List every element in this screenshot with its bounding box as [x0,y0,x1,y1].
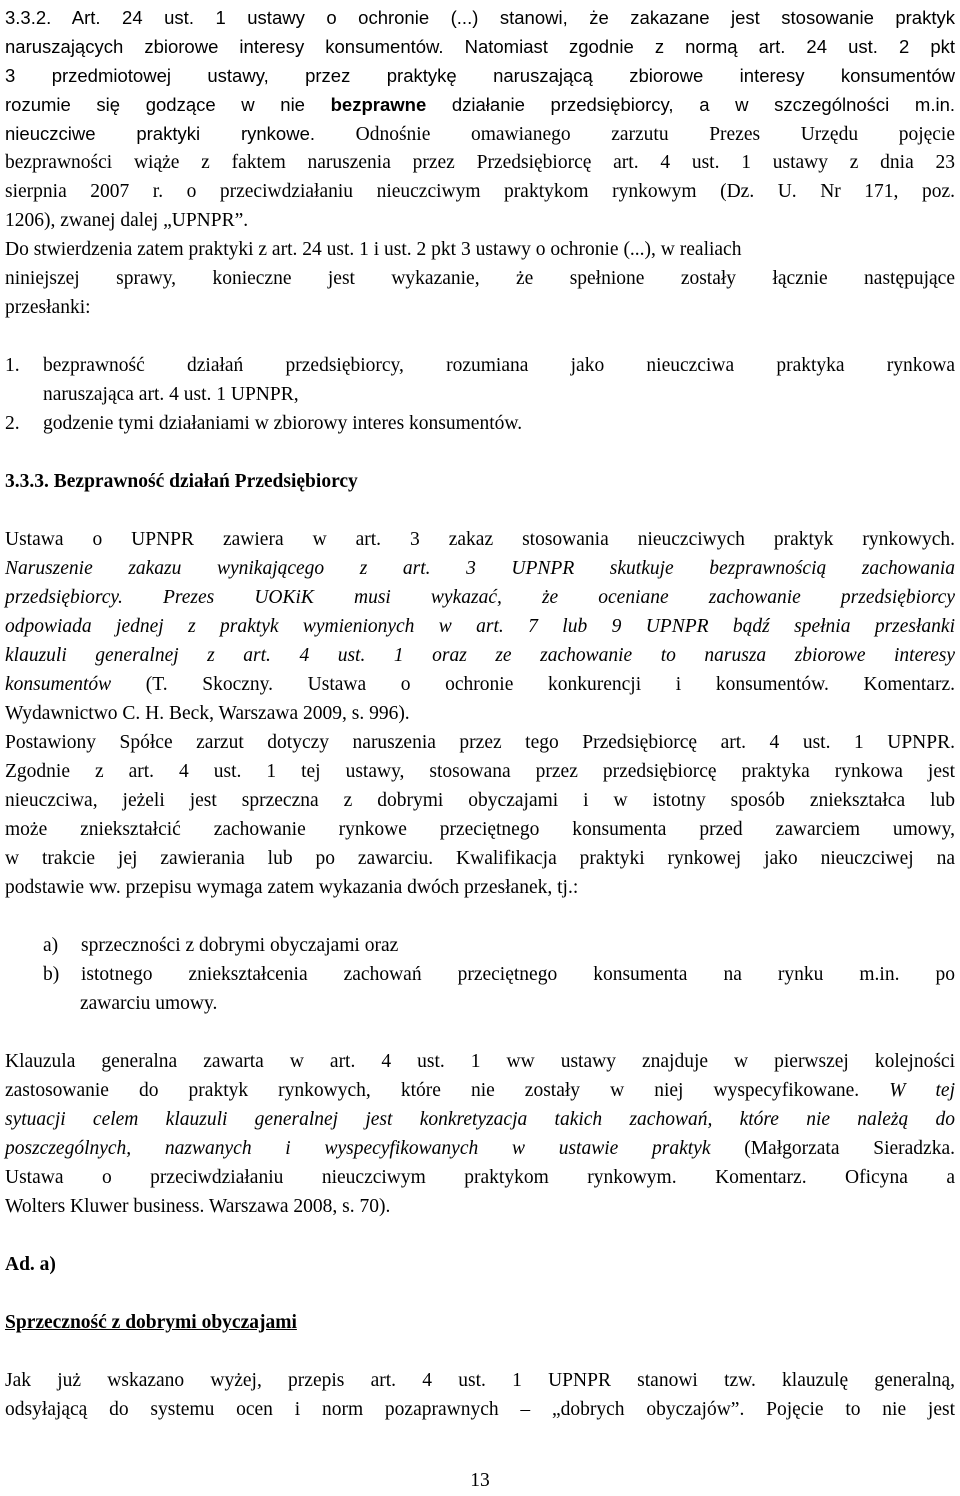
paragraph-3-3-2 [5,0,955,232]
text-line: bezprawności wiąże z faktem naruszenia przez Przedsiębiorcę art. 4 ust. 1 ustawy z dnia 23 [5,152,955,173]
paragraph-art4 [5,725,955,899]
text-line: Zgodnie z art. 4 ust. 1 tej ustawy, stosowana przez przedsiębiorcę praktyka rynkowa jest [5,761,955,782]
text-line [5,1076,955,1105]
text-line: Wydawnictwo C. H. Beck, Warszawa 2009, s. 996). [5,703,410,724]
list-item-continuation: zawarciu umowy. [80,993,218,1014]
italic-span: W tej [889,1080,955,1101]
text-line: niniejszej sprawy, konieczne jest wykazanie, że spełnione zostały łącznie następujące [5,268,955,289]
text-line: nieuczciwa, jeżeli jest sprzeczna z dobrymi obyczajami i w istotny sposób zniekształca lub [5,790,955,811]
text-line: odsyłającą do systemu ocen i norm pozaprawnych – „dobrych obyczajów”. Pojęcie to nie jest [5,1399,955,1420]
text-line: Wolters Kluwer business. Warszawa 2008, s. 70). [5,1196,391,1217]
paragraph-upnpr-quote [5,522,955,725]
document-page [5,0,955,1421]
text-line: Postawiony Spółce zarzut dotyczy naruszenia przez tego Przedsiębiorcę art. 4 ust. 1 UPNPR. [5,732,955,753]
paragraph-general-clause [5,1044,955,1218]
italic-line: sytuacji celem klauzuli generalnej jest konkretyzacja takich zachowań, które nie należą do [5,1109,955,1130]
section-heading [5,464,955,493]
list-text: sprzeczności z dobrymi obyczajami oraz [81,935,399,956]
subheading-good-practices: Sprzeczność z dobrymi obyczajami [5,1312,297,1333]
spacer [5,435,955,464]
ad-a-heading: Ad. a) [5,1254,56,1275]
ad-a-heading-block [5,1247,955,1276]
list-number: 1. [5,355,20,376]
list-item [5,351,955,380]
list-number: 2. [5,413,20,434]
list-item [5,960,955,989]
italic-line: odpowiada jednej z praktyk wymienionych w art. 7 lub 9 UPNPR bądź spełnia przesłanki [5,616,955,637]
text-line: 3.3.2. Art. 24 ust. 1 ustawy o ochronie (...) stanowi, że zakazane jest stosowanie praktyk [5,7,955,28]
text-line: może zniekształcić zachowanie rynkowe przeciętnego konsumenta przed zawarciem umowy, [5,819,955,840]
text-span: Odnośnie omawianego zarzutu Prezes Urzędu pojęcie [315,124,955,145]
spacer [5,1218,955,1247]
list-letter: b) [43,964,60,985]
list-letter: a) [43,935,59,956]
list-item [5,931,955,960]
citation-span: (T. Skoczny. Ustawa o ochronie konkurencji i konsumentów. Komentarz. [111,674,955,695]
spacer [5,493,955,522]
text-line [5,119,955,148]
text-line: Ustawa o przeciwdziałaniu nieuczciwym praktykom rynkowym. Komentarz. Oficyna a [5,1167,955,1188]
text-line: 1206), zwanej dalej „UPNPR”. [5,210,249,231]
list-item [5,409,955,438]
text-line: podstawie ww. przepisu wymaga zatem wykazania dwóch przesłanek, tj.: [5,877,579,898]
lettered-list [5,928,955,1015]
text-line: Do stwierdzenia zatem praktyki z art. 24 ust. 1 i ust. 2 pkt 3 ustawy o ochronie (...), w realiach [5,239,742,260]
italic-line: Naruszenie zakazu wynikającego z art. 3 UPNPR skutkuje bezprawnością zachowania [5,558,955,579]
text-line: sierpnia 2007 r. o przeciwdziałaniu nieuczciwym praktykom rynkowym (Dz. U. Nr 171, poz. [5,181,955,202]
numbered-list [5,348,955,435]
paragraph-good-practices [5,1363,955,1421]
text-line: naruszających zbiorowe interesy konsumentów. Natomiast zgodnie z normą art. 24 ust. 2 pkt [5,36,955,57]
text-span: działanie przedsiębiorcy, a w szczególności m.in. [426,94,956,115]
list-item-continuation: naruszająca art. 4 ust. 1 UPNPR, [43,384,299,405]
italic-span: konsumentów [5,674,112,695]
list-text: godzenie tymi działaniami w zbiorowy interes konsumentów. [43,413,523,434]
spacer [5,1015,955,1044]
spacer [5,899,955,928]
text-line: Klauzula generalna zawarta w art. 4 ust. 1 ww ustawy znajduje w pierwszej kolejności [5,1051,955,1072]
heading-3-3-3: 3.3.3. Bezprawność działań Przedsiębiorcy [5,471,358,492]
spacer [5,319,955,348]
paragraph-conditions-intro [5,232,955,319]
page-number: 13 [470,1470,490,1491]
citation-span: (Małgorzata Sieradzka. [710,1138,955,1159]
text-line [5,1134,955,1163]
italic-span: poszczególnych, nazwanych i wyspecyfikowanych w ustawie praktyk [5,1138,711,1159]
bold-term: bezprawne [330,94,427,115]
text-line: w trakcie jej zawierania lub po zawarciu. Kwalifikacja praktyki rynkowej jako nieuczciwej na [5,848,955,869]
list-text: bezprawność działań przedsiębiorcy, rozumiana jako nieuczciwa praktyka rynkowa [43,355,955,376]
subheading-block [5,1305,955,1334]
text-line: Jak już wskazano wyżej, przepis art. 4 ust. 1 UPNPR stanowi tzw. klauzulę generalną, [5,1370,955,1391]
italic-line: przedsiębiorcy. Prezes UOKiK musi wykazać, że oceniane zachowanie przedsiębiorcy [5,587,955,608]
text-line: przesłanki: [5,297,91,318]
text-line: Ustawa o UPNPR zawiera w art. 3 zakaz stosowania nieuczciwych praktyk rynkowych. [5,529,955,550]
list-text: istotnego zniekształcenia zachowań przeciętnego konsumenta na rynku m.in. po [81,964,955,985]
spacer [5,1334,955,1363]
text-span: rozumie się godzące w nie [5,94,331,115]
text-span: zastosowanie do praktyk rynkowych, które nie zostały w niej wyspecyfikowane. [5,1080,890,1101]
italic-line: klauzuli generalnej z art. 4 ust. 1 oraz ze zachowanie to narusza zbiorowe interesy [5,645,955,666]
text-line: 3 przedmiotowej ustawy, przez praktykę naruszającą zbiorowe interesy konsumentów [5,65,955,86]
spacer [5,1276,955,1305]
text-span: nieuczciwe praktyki rynkowe. [5,123,315,144]
text-line [5,90,955,119]
text-line [5,670,955,699]
